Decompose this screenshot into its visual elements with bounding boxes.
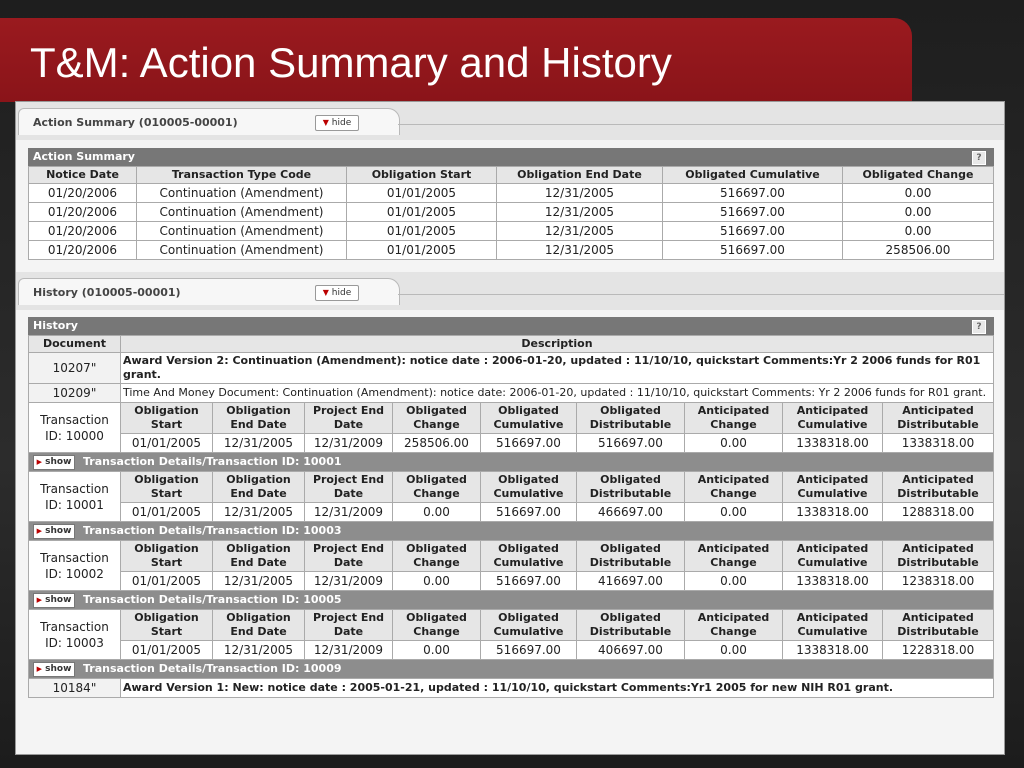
transaction-col-header: Obligated Change <box>393 541 481 572</box>
table-cell: 466697.00 <box>577 503 685 522</box>
history-document-row <box>29 679 994 698</box>
transaction-details-row <box>29 660 994 679</box>
tab-divider <box>398 294 1004 305</box>
document-description: Award Version 2: Continuation (Amendment): notice date : 2006-01-20, updated : 11/10/10, quickstart Comments:Yr 2 2006 funds for R01 grant. <box>121 353 994 384</box>
action-summary-tabstrip <box>16 102 1004 140</box>
help-icon[interactable]: ? <box>972 320 986 334</box>
show-label: show <box>45 594 72 605</box>
transaction-header-row <box>29 472 994 503</box>
transaction-details-bar <box>29 522 994 541</box>
transaction-col-header: Obligated Cumulative <box>481 541 577 572</box>
transaction-details-row <box>29 453 994 472</box>
table-cell: Continuation (Amendment) <box>137 203 347 222</box>
transaction-col-header: Obligation End Date <box>213 403 305 434</box>
transaction-id-label: Transaction ID: 10001 <box>29 472 121 522</box>
table-cell: 406697.00 <box>577 641 685 660</box>
table-cell: 0.00 <box>685 434 783 453</box>
action-summary-tab[interactable] <box>18 108 400 135</box>
transaction-header-row <box>29 610 994 641</box>
show-label: show <box>45 456 72 467</box>
table-row <box>29 241 994 260</box>
action-summary-col-header: Notice Date <box>29 167 137 184</box>
table-cell: 12/31/2009 <box>305 641 393 660</box>
table-cell: 12/31/2005 <box>497 184 663 203</box>
table-cell: 0.00 <box>393 641 481 660</box>
document-id-link[interactable]: 10207" <box>29 353 121 384</box>
caret-right-icon: ▶ <box>36 526 42 535</box>
action-summary-header-row <box>29 167 994 184</box>
history-table <box>28 335 994 698</box>
action-summary-tab-title: Action Summary (010005-00001) <box>33 116 238 129</box>
caret-right-icon: ▶ <box>36 457 42 466</box>
transaction-details-bar <box>29 591 994 610</box>
transaction-col-header: Anticipated Cumulative <box>783 610 883 641</box>
show-label: show <box>45 663 72 674</box>
table-row <box>29 203 994 222</box>
table-cell: 1288318.00 <box>883 503 994 522</box>
transaction-col-header: Project End Date <box>305 610 393 641</box>
transaction-col-header: Obligated Cumulative <box>481 403 577 434</box>
slide-title: T&M: Action Summary and History <box>30 39 672 86</box>
table-cell: 0.00 <box>685 641 783 660</box>
table-cell: Continuation (Amendment) <box>137 184 347 203</box>
app-panel <box>15 101 1005 755</box>
table-cell: 258506.00 <box>393 434 481 453</box>
table-cell: 12/31/2005 <box>497 241 663 260</box>
document-description: Time And Money Document: Continuation (Amendment): notice date: 2006-01-20, updated : 11/10/10, quickstart Comments: Yr 2 2006 funds for R01 grant. <box>121 384 994 403</box>
table-cell: 01/01/2005 <box>347 241 497 260</box>
table-cell: 1338318.00 <box>783 503 883 522</box>
table-cell: 01/20/2006 <box>29 184 137 203</box>
table-cell: 01/01/2005 <box>121 572 213 591</box>
transaction-col-header: Obligated Distributable <box>577 541 685 572</box>
action-summary-box <box>28 148 994 260</box>
transaction-values-row <box>29 434 994 453</box>
action-summary-col-header: Obligated Change <box>843 167 994 184</box>
table-cell: 516697.00 <box>663 184 843 203</box>
transaction-col-header: Obligated Distributable <box>577 472 685 503</box>
table-cell: 1338318.00 <box>783 641 883 660</box>
caret-right-icon: ▶ <box>36 664 42 673</box>
table-cell: 01/20/2006 <box>29 222 137 241</box>
transaction-header-row <box>29 541 994 572</box>
table-cell: 12/31/2005 <box>213 572 305 591</box>
action-summary-col-header: Obligation End Date <box>497 167 663 184</box>
transaction-col-header: Project End Date <box>305 541 393 572</box>
table-cell: 12/31/2009 <box>305 572 393 591</box>
transaction-values-row <box>29 503 994 522</box>
caret-down-icon: ▼ <box>322 118 329 127</box>
description-column-header: Description <box>121 336 994 353</box>
transaction-values-row <box>29 641 994 660</box>
table-cell: 01/20/2006 <box>29 241 137 260</box>
table-cell: 01/01/2005 <box>121 641 213 660</box>
transaction-col-header: Anticipated Change <box>685 403 783 434</box>
table-cell: Continuation (Amendment) <box>137 222 347 241</box>
table-cell: 516697.00 <box>481 434 577 453</box>
transaction-col-header: Obligated Change <box>393 403 481 434</box>
show-details-button[interactable] <box>33 662 75 677</box>
table-cell: 1338318.00 <box>883 434 994 453</box>
table-cell: 12/31/2009 <box>305 503 393 522</box>
table-cell: 1338318.00 <box>783 572 883 591</box>
table-cell: 01/01/2005 <box>347 203 497 222</box>
transaction-details-label: Transaction Details/Transaction ID: 10005 <box>83 593 342 606</box>
table-cell: 1238318.00 <box>883 572 994 591</box>
document-description: Award Version 1: New: notice date : 2005-01-21, updated : 11/10/10, quickstart Comments:Yr1 2005 for new NIH R01 grant. <box>121 679 994 698</box>
table-cell: 0.00 <box>843 184 994 203</box>
show-label: show <box>45 525 72 536</box>
transaction-col-header: Obligated Cumulative <box>481 472 577 503</box>
history-header-row <box>29 336 994 353</box>
table-cell: 01/01/2005 <box>121 434 213 453</box>
action-summary-body <box>29 184 994 260</box>
transaction-col-header: Obligation Start <box>121 610 213 641</box>
history-header <box>28 317 994 335</box>
table-cell: 1228318.00 <box>883 641 994 660</box>
table-cell: 0.00 <box>685 503 783 522</box>
transaction-col-header: Anticipated Cumulative <box>783 403 883 434</box>
table-cell: 0.00 <box>843 203 994 222</box>
action-summary-col-header: Obligation Start <box>347 167 497 184</box>
transaction-col-header: Obligation Start <box>121 472 213 503</box>
help-icon[interactable]: ? <box>972 151 986 165</box>
action-summary-header <box>28 148 994 166</box>
history-box <box>28 317 994 698</box>
table-cell: 01/01/2005 <box>347 222 497 241</box>
caret-down-icon: ▼ <box>322 288 329 297</box>
document-id-link[interactable]: 10184" <box>29 679 121 698</box>
table-cell: 01/20/2006 <box>29 203 137 222</box>
transaction-col-header: Anticipated Distributable <box>883 472 994 503</box>
action-summary-col-header: Obligated Cumulative <box>663 167 843 184</box>
table-cell: Continuation (Amendment) <box>137 241 347 260</box>
history-title: History <box>33 319 78 332</box>
transaction-col-header: Anticipated Cumulative <box>783 541 883 572</box>
hide-label: hide <box>331 288 352 298</box>
action-summary-title: Action Summary <box>33 150 135 163</box>
table-cell: 516697.00 <box>481 641 577 660</box>
transaction-col-header: Anticipated Distributable <box>883 610 994 641</box>
transaction-col-header: Obligated Change <box>393 610 481 641</box>
table-cell: 0.00 <box>393 572 481 591</box>
show-details-button[interactable] <box>33 455 75 470</box>
action-summary-col-header: Transaction Type Code <box>137 167 347 184</box>
show-details-button[interactable] <box>33 524 75 539</box>
table-cell: 516697.00 <box>663 203 843 222</box>
table-cell: 01/01/2005 <box>347 184 497 203</box>
transaction-col-header: Obligated Distributable <box>577 610 685 641</box>
history-body <box>29 336 994 698</box>
table-cell: 0.00 <box>393 503 481 522</box>
transaction-col-header: Project End Date <box>305 472 393 503</box>
document-id-link[interactable]: 10209" <box>29 384 121 403</box>
transaction-id-label: Transaction ID: 10002 <box>29 541 121 591</box>
table-row <box>29 222 994 241</box>
transaction-col-header: Obligated Cumulative <box>481 610 577 641</box>
table-cell: 1338318.00 <box>783 434 883 453</box>
table-cell: 12/31/2005 <box>497 203 663 222</box>
table-cell: 516697.00 <box>663 222 843 241</box>
action-summary-table <box>28 166 994 260</box>
table-cell: 258506.00 <box>843 241 994 260</box>
transaction-details-bar <box>29 453 994 472</box>
transaction-col-header: Obligation End Date <box>213 472 305 503</box>
table-cell: 0.00 <box>685 572 783 591</box>
table-cell: 12/31/2005 <box>213 434 305 453</box>
transaction-col-header: Anticipated Change <box>685 610 783 641</box>
transaction-details-label: Transaction Details/Transaction ID: 10001 <box>83 455 342 468</box>
table-cell: 12/31/2005 <box>213 641 305 660</box>
history-tab-title: History (010005-00001) <box>33 286 181 299</box>
transaction-col-header: Obligated Distributable <box>577 403 685 434</box>
transaction-col-header: Anticipated Distributable <box>883 403 994 434</box>
table-cell: 516697.00 <box>663 241 843 260</box>
tab-divider <box>398 124 1004 135</box>
table-cell: 0.00 <box>843 222 994 241</box>
table-cell: 416697.00 <box>577 572 685 591</box>
table-cell: 516697.00 <box>577 434 685 453</box>
table-cell: 12/31/2005 <box>497 222 663 241</box>
transaction-col-header: Anticipated Change <box>685 472 783 503</box>
action-summary-hide-button[interactable] <box>315 115 359 131</box>
transaction-col-header: Obligated Change <box>393 472 481 503</box>
transaction-col-header: Obligation End Date <box>213 610 305 641</box>
history-hide-button[interactable] <box>315 285 359 301</box>
transaction-col-header: Anticipated Change <box>685 541 783 572</box>
transaction-values-row <box>29 572 994 591</box>
history-document-row <box>29 384 994 403</box>
table-cell: 12/31/2005 <box>213 503 305 522</box>
document-column-header: Document <box>29 336 121 353</box>
history-tab[interactable] <box>18 278 400 305</box>
transaction-details-bar <box>29 660 994 679</box>
table-row <box>29 184 994 203</box>
transaction-header-row <box>29 403 994 434</box>
transaction-col-header: Anticipated Cumulative <box>783 472 883 503</box>
table-cell: 12/31/2009 <box>305 434 393 453</box>
table-cell: 516697.00 <box>481 572 577 591</box>
transaction-col-header: Project End Date <box>305 403 393 434</box>
transaction-col-header: Obligation Start <box>121 541 213 572</box>
history-document-row <box>29 353 994 384</box>
table-cell: 01/01/2005 <box>121 503 213 522</box>
history-tabstrip <box>16 272 1004 310</box>
transaction-details-row <box>29 522 994 541</box>
transaction-id-label: Transaction ID: 10000 <box>29 403 121 453</box>
transaction-details-label: Transaction Details/Transaction ID: 10003 <box>83 524 342 537</box>
transaction-col-header: Anticipated Distributable <box>883 541 994 572</box>
show-details-button[interactable] <box>33 593 75 608</box>
transaction-details-label: Transaction Details/Transaction ID: 10009 <box>83 662 342 675</box>
transaction-id-label: Transaction ID: 10003 <box>29 610 121 660</box>
transaction-col-header: Obligation Start <box>121 403 213 434</box>
caret-right-icon: ▶ <box>36 595 42 604</box>
table-cell: 516697.00 <box>481 503 577 522</box>
transaction-details-row <box>29 591 994 610</box>
hide-label: hide <box>331 118 352 128</box>
transaction-col-header: Obligation End Date <box>213 541 305 572</box>
